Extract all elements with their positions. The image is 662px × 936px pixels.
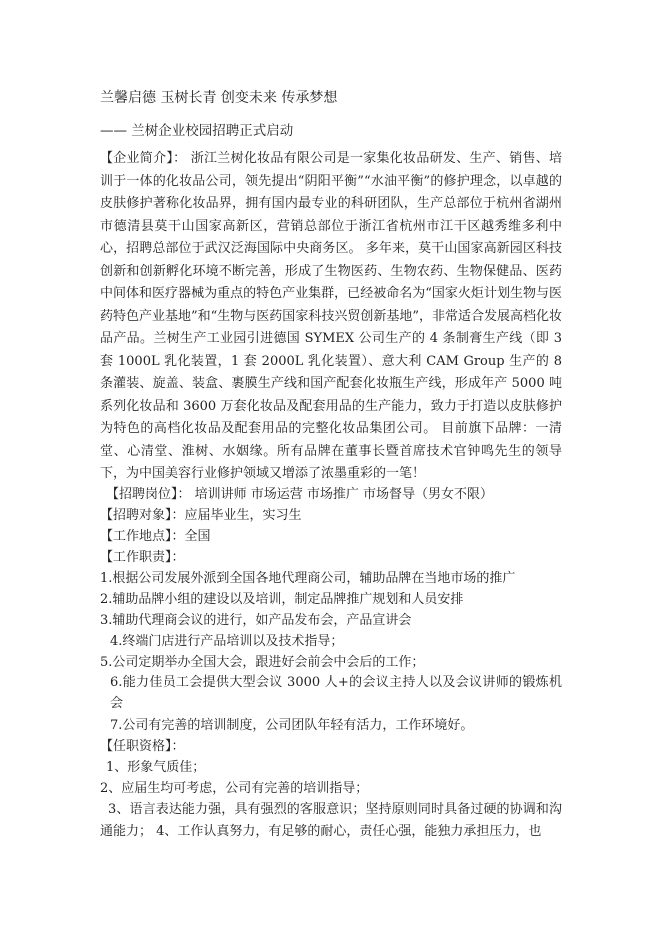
- qualification-item: 2、应届生均可考虑，公司有完善的培训指导；: [100, 781, 369, 796]
- page-subtitle: —— 兰树企业校园招聘正式启动: [100, 123, 294, 139]
- work-location: 【工作地点】：全国: [100, 529, 211, 544]
- page-title: 兰馨启德 玉树长青 创变未来 传承梦想: [100, 90, 338, 106]
- duty-item: 3.辅助代理商会议的进行，如产品发布会，产品宣讲会: [100, 613, 412, 628]
- qualification-item: 1、形象气质佳；: [106, 760, 206, 775]
- qualification-item: 3、语言表达能力强，具有强烈的客服意识；坚持原则同时具备过硬的协调和沟通能力； 4、工作认真努力，有足够的耐心，责任心强，能独力承担压力，也: [100, 802, 562, 839]
- duty-item: 7.公司有完善的培训制度，公司团队年轻有活力，工作环境好。: [110, 718, 474, 733]
- duties-heading: 【工作职责】：: [100, 550, 185, 565]
- duty-item: 1.根据公司发展外派到全国各地代理商公司，辅助品牌在当地市场的推广: [100, 571, 516, 586]
- duty-item: 4.终端门店进行产品培训以及技术指导；: [110, 634, 344, 649]
- duty-item: 6.能力佳员工会提供大型会议 3000 人+的会议主持人以及会议讲师的锻炼机会: [110, 675, 562, 711]
- company-intro-paragraph: 【企业简介】： 浙江兰树化妆品有限公司是一家集化妆品研发、生产、销售、培训于一体的化妆品公司，领先提出“阴阳平衡”“水油平衡”的修护理念，以卓越的皮肤修护著称化妆品界，拥有国内最专业的科研团队，生产总部位于杭州省湖州市德清县莫干山国家高新区，营销总部位于浙江省杭州市江干区越秀维多利中心，招聘总部位于武汉泛海国际中央商务区。 多年来，莫干山国家高新园区科技创新和创新孵化环境不断完善，形成了生物医药、生物农药、生物保健品、医药中间体和医疗器械为重点的特色产业集群，已经被命名为“国家火炬计划生物与医药特色产业基地”和“生物与医药国家科技兴贸创新基地”，非常适合发展高档化妆品产品。兰树生产工业园引进德国 SYMEX 公司生产的 4 条制膏生产线（即 3 套 1000L 乳化装置，1 套 2000L 乳化装置）、意大利 CAM Group 生产的 8 条灌装、旋盖、装盒、裹膜生产线和国产配套化妆瓶生产线，形成年产 5000 吨系列化妆品和 3600 万套化妆品及配套用品的生产能力，致力于打造以皮肤修护为特色的高档化妆品及配套用品的完整化妆品集团公司。 目前旗下品牌：一清堂、心清堂、淮树、水姻缘。所有品牌在董事长暨首席技术官钟鸣先生的领导下，为中国美容行业修护领域又增添了浓墨重彩的一笔！: [100, 151, 562, 481]
- duty-item: 5.公司定期举办全国大会，跟进好会前会中会后的工作；: [100, 655, 425, 670]
- recruit-positions: 【招聘岗位】： 培训讲师 市场运营 市场推广 市场督导（男女不限）: [106, 487, 494, 502]
- recruit-target: 【招聘对象】：应届毕业生，实习生: [100, 508, 302, 523]
- duty-item: 2.辅助品牌小组的建设以及培训，制定品牌推广规划和人员安排: [100, 592, 464, 607]
- qualifications-heading: 【任职资格】：: [100, 739, 185, 754]
